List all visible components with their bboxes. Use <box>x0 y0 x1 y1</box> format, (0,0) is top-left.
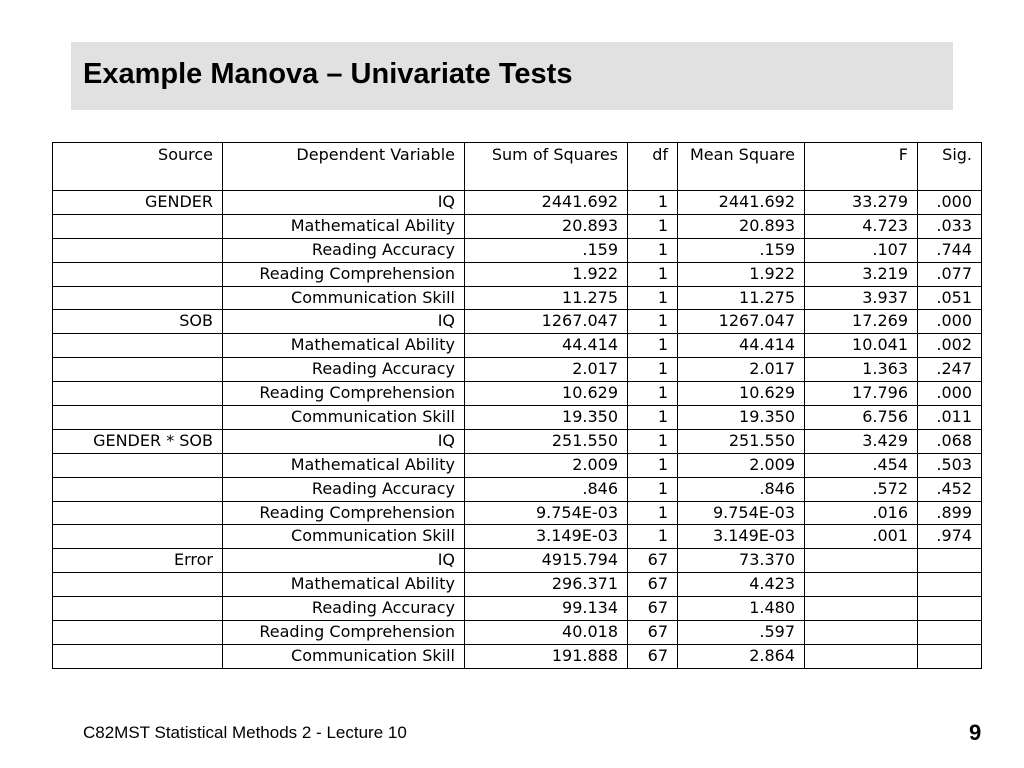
cell-dependent-variable: IQ <box>223 191 465 215</box>
table-row <box>53 525 982 549</box>
cell-f <box>805 644 918 668</box>
header-sig: Sig. <box>918 143 982 191</box>
cell-mean-square: 9.754E-03 <box>678 501 805 525</box>
footer-course: C82MST Statistical Methods 2 - Lecture 10 <box>83 723 407 742</box>
cell-dependent-variable: Reading Accuracy <box>223 477 465 501</box>
cell-sig: .068 <box>918 429 982 453</box>
cell-sum-of-squares: .159 <box>465 238 628 262</box>
cell-source: SOB <box>53 310 223 334</box>
cell-f: .454 <box>805 453 918 477</box>
cell-source <box>53 262 223 286</box>
cell-f: .016 <box>805 501 918 525</box>
cell-sig: .974 <box>918 525 982 549</box>
cell-sig: .247 <box>918 358 982 382</box>
cell-source <box>53 525 223 549</box>
cell-df: 1 <box>628 262 678 286</box>
slide-title: Example Manova – Univariate Tests <box>83 58 573 90</box>
cell-df: 67 <box>628 597 678 621</box>
cell-df: 1 <box>628 334 678 358</box>
header-mean-square: Mean Square <box>678 143 805 191</box>
cell-df: 1 <box>628 406 678 430</box>
cell-dependent-variable: Mathematical Ability <box>223 453 465 477</box>
table-row <box>53 453 982 477</box>
cell-sig: .033 <box>918 214 982 238</box>
cell-sum-of-squares: 9.754E-03 <box>465 501 628 525</box>
cell-df: 1 <box>628 501 678 525</box>
cell-f: .572 <box>805 477 918 501</box>
cell-dependent-variable: Communication Skill <box>223 286 465 310</box>
cell-mean-square: 2.017 <box>678 358 805 382</box>
cell-sig: .002 <box>918 334 982 358</box>
cell-source: GENDER <box>53 191 223 215</box>
cell-dependent-variable: Reading Accuracy <box>223 597 465 621</box>
cell-source <box>53 406 223 430</box>
cell-dependent-variable: Mathematical Ability <box>223 334 465 358</box>
cell-source <box>53 573 223 597</box>
cell-source: Error <box>53 549 223 573</box>
table-row <box>53 358 982 382</box>
cell-sum-of-squares: 20.893 <box>465 214 628 238</box>
cell-sig: .077 <box>918 262 982 286</box>
cell-source <box>53 644 223 668</box>
cell-df: 1 <box>628 382 678 406</box>
cell-source <box>53 238 223 262</box>
cell-sig: .000 <box>918 310 982 334</box>
table-row <box>53 262 982 286</box>
table-row <box>53 214 982 238</box>
cell-dependent-variable: IQ <box>223 429 465 453</box>
table-body <box>53 191 982 669</box>
cell-mean-square: 20.893 <box>678 214 805 238</box>
cell-df: 67 <box>628 644 678 668</box>
cell-sum-of-squares: 40.018 <box>465 621 628 645</box>
cell-mean-square: 11.275 <box>678 286 805 310</box>
cell-sum-of-squares: 1267.047 <box>465 310 628 334</box>
cell-f <box>805 549 918 573</box>
table-row <box>53 549 982 573</box>
table-row <box>53 334 982 358</box>
cell-df: 67 <box>628 621 678 645</box>
cell-sum-of-squares: 2.009 <box>465 453 628 477</box>
cell-mean-square: 1.922 <box>678 262 805 286</box>
cell-f: .001 <box>805 525 918 549</box>
cell-df: 1 <box>628 238 678 262</box>
cell-sig: .051 <box>918 286 982 310</box>
cell-mean-square: 2441.692 <box>678 191 805 215</box>
cell-mean-square: 1.480 <box>678 597 805 621</box>
cell-df: 1 <box>628 453 678 477</box>
cell-source <box>53 621 223 645</box>
header-source: Source <box>53 143 223 191</box>
table-row <box>53 191 982 215</box>
cell-dependent-variable: IQ <box>223 310 465 334</box>
cell-mean-square: 44.414 <box>678 334 805 358</box>
cell-mean-square: 10.629 <box>678 382 805 406</box>
cell-source <box>53 477 223 501</box>
table-row <box>53 238 982 262</box>
table-row <box>53 286 982 310</box>
header-sum-of-squares: Sum of Squares <box>465 143 628 191</box>
cell-mean-square: 73.370 <box>678 549 805 573</box>
cell-f: 3.937 <box>805 286 918 310</box>
header-f: F <box>805 143 918 191</box>
cell-sum-of-squares: .846 <box>465 477 628 501</box>
cell-mean-square: 2.864 <box>678 644 805 668</box>
table-row <box>53 310 982 334</box>
cell-dependent-variable: IQ <box>223 549 465 573</box>
cell-sig <box>918 549 982 573</box>
table-row <box>53 573 982 597</box>
cell-dependent-variable: Mathematical Ability <box>223 573 465 597</box>
cell-source <box>53 358 223 382</box>
header-dependent-variable: Dependent Variable <box>223 143 465 191</box>
cell-df: 1 <box>628 310 678 334</box>
table-row <box>53 644 982 668</box>
cell-f: 10.041 <box>805 334 918 358</box>
table-row <box>53 382 982 406</box>
cell-f <box>805 573 918 597</box>
cell-dependent-variable: Communication Skill <box>223 406 465 430</box>
cell-dependent-variable: Reading Comprehension <box>223 382 465 406</box>
cell-df: 1 <box>628 214 678 238</box>
cell-mean-square: 1267.047 <box>678 310 805 334</box>
table-row <box>53 477 982 501</box>
cell-sum-of-squares: 251.550 <box>465 429 628 453</box>
cell-f: 33.279 <box>805 191 918 215</box>
cell-sig: .503 <box>918 453 982 477</box>
cell-df: 1 <box>628 477 678 501</box>
cell-df: 67 <box>628 549 678 573</box>
cell-f: .107 <box>805 238 918 262</box>
cell-mean-square: 3.149E-03 <box>678 525 805 549</box>
table-row <box>53 597 982 621</box>
cell-sum-of-squares: 44.414 <box>465 334 628 358</box>
cell-mean-square: .597 <box>678 621 805 645</box>
cell-sum-of-squares: 191.888 <box>465 644 628 668</box>
cell-df: 1 <box>628 358 678 382</box>
cell-mean-square: 2.009 <box>678 453 805 477</box>
cell-sum-of-squares: 2.017 <box>465 358 628 382</box>
cell-df: 67 <box>628 573 678 597</box>
cell-sig: .744 <box>918 238 982 262</box>
cell-sum-of-squares: 10.629 <box>465 382 628 406</box>
table-row <box>53 501 982 525</box>
cell-f: 3.429 <box>805 429 918 453</box>
cell-sum-of-squares: 99.134 <box>465 597 628 621</box>
cell-f: 6.756 <box>805 406 918 430</box>
cell-f: 1.363 <box>805 358 918 382</box>
cell-source <box>53 286 223 310</box>
cell-sig: .000 <box>918 382 982 406</box>
cell-f <box>805 597 918 621</box>
cell-source <box>53 382 223 406</box>
cell-source <box>53 453 223 477</box>
cell-sum-of-squares: 2441.692 <box>465 191 628 215</box>
cell-sum-of-squares: 19.350 <box>465 406 628 430</box>
cell-source <box>53 214 223 238</box>
cell-sum-of-squares: 296.371 <box>465 573 628 597</box>
cell-df: 1 <box>628 286 678 310</box>
cell-mean-square: 4.423 <box>678 573 805 597</box>
cell-mean-square: .159 <box>678 238 805 262</box>
cell-mean-square: .846 <box>678 477 805 501</box>
cell-sig <box>918 597 982 621</box>
cell-source <box>53 597 223 621</box>
cell-dependent-variable: Mathematical Ability <box>223 214 465 238</box>
cell-f: 3.219 <box>805 262 918 286</box>
cell-sig: .000 <box>918 191 982 215</box>
cell-sum-of-squares: 1.922 <box>465 262 628 286</box>
univariate-tests-table <box>52 142 982 669</box>
title-band <box>71 42 953 110</box>
cell-sig <box>918 621 982 645</box>
cell-sig: .011 <box>918 406 982 430</box>
table-row <box>53 406 982 430</box>
cell-f: 4.723 <box>805 214 918 238</box>
cell-dependent-variable: Reading Comprehension <box>223 501 465 525</box>
table-row <box>53 621 982 645</box>
cell-dependent-variable: Communication Skill <box>223 644 465 668</box>
cell-sig: .899 <box>918 501 982 525</box>
cell-dependent-variable: Reading Comprehension <box>223 621 465 645</box>
cell-sig <box>918 644 982 668</box>
cell-dependent-variable: Reading Accuracy <box>223 358 465 382</box>
header-df: df <box>628 143 678 191</box>
table-header-row <box>53 143 982 191</box>
page-number: 9 <box>969 720 982 745</box>
cell-df: 1 <box>628 191 678 215</box>
cell-source <box>53 501 223 525</box>
cell-sig: .452 <box>918 477 982 501</box>
cell-df: 1 <box>628 525 678 549</box>
table-row <box>53 429 982 453</box>
cell-f: 17.269 <box>805 310 918 334</box>
cell-mean-square: 251.550 <box>678 429 805 453</box>
cell-f: 17.796 <box>805 382 918 406</box>
cell-source <box>53 334 223 358</box>
cell-f <box>805 621 918 645</box>
cell-dependent-variable: Reading Comprehension <box>223 262 465 286</box>
cell-sum-of-squares: 11.275 <box>465 286 628 310</box>
cell-sig <box>918 573 982 597</box>
cell-source: GENDER * SOB <box>53 429 223 453</box>
cell-sum-of-squares: 3.149E-03 <box>465 525 628 549</box>
cell-mean-square: 19.350 <box>678 406 805 430</box>
cell-dependent-variable: Communication Skill <box>223 525 465 549</box>
cell-sum-of-squares: 4915.794 <box>465 549 628 573</box>
cell-df: 1 <box>628 429 678 453</box>
cell-dependent-variable: Reading Accuracy <box>223 238 465 262</box>
